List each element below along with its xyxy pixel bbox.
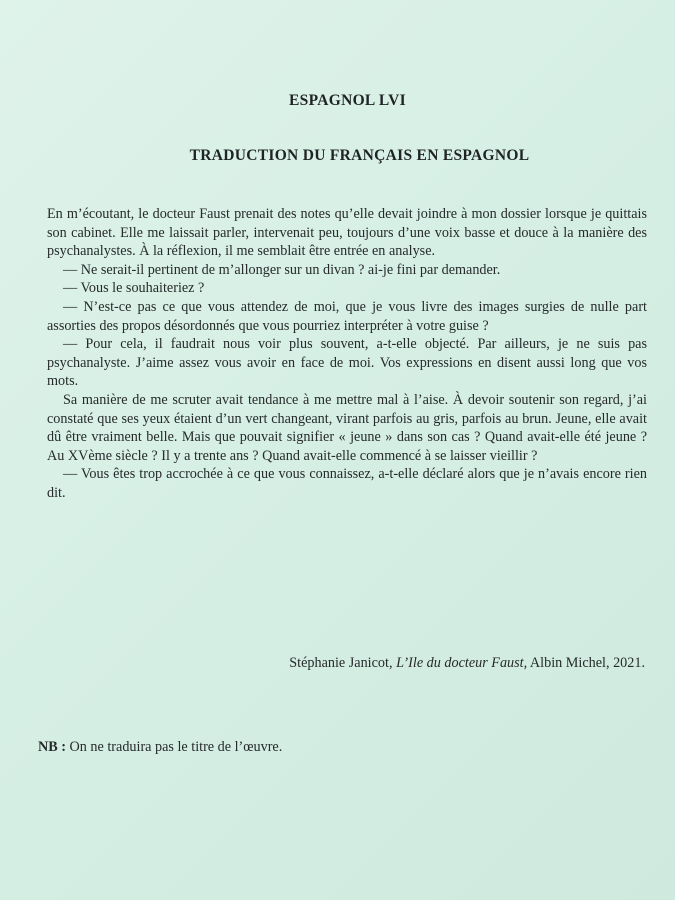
citation-publisher: Albin Michel, 2021. bbox=[529, 655, 645, 671]
translation-note bbox=[38, 739, 282, 756]
citation-author: Stéphanie Janicot, bbox=[289, 655, 393, 671]
note-label: NB : bbox=[38, 739, 66, 755]
document-subtitle: TRADUCTION DU FRANÇAIS EN ESPAGNOL bbox=[189, 147, 530, 164]
document-title: ESPAGNOL LVI bbox=[289, 92, 406, 109]
paragraph: — Vous le souhaiteriez ? bbox=[63, 280, 205, 297]
paragraph: Sa manière de me scruter avait tendance à me mettre mal à l’aise. À devoir soutenir son regard, j’ai constaté que ses yeux étaient d’un vert changeant, virant parfois au gris, parfois au brun. Jeune, elle avait dû être vraiment belle. Mais que pouvait signifier « jeune » dans son cas ? Quand avait-elle été jeune ? Au XVème siècle ? Il y a trente ans ? Quand avait-elle commencé à se laisser vieillir ? bbox=[47, 391, 647, 464]
source-citation bbox=[289, 655, 645, 672]
note-text: On ne traduira pas le titre de l’œuvre. bbox=[69, 739, 283, 755]
paragraph: — N’est-ce pas ce que vous attendez de moi, que je vous livre des images surgies de nulle part assorties des propos désordonnés que vous pourriez interpréter à votre guise ? bbox=[47, 298, 647, 334]
paragraph: — Pour cela, il faudrait nous voir plus souvent, a-t-elle objecté. Par ailleurs, je ne suis pas psychanalyste. J’aime assez vous avoir en face de moi. Vos expressions en disent aussi long que vos mots. bbox=[47, 336, 647, 390]
paragraph: — Ne serait-il pertinent de m’allonger sur un divan ? ai-je fini par demander. bbox=[63, 261, 501, 278]
paragraph: — Vous êtes trop accrochée à ce que vous connaissez, a-t-elle déclaré alors que je n’avais encore rien dit. bbox=[47, 466, 647, 501]
citation-book-title: L’Ile du docteur Faust, bbox=[396, 655, 528, 671]
paragraph: En m’écoutant, le docteur Faust prenait des notes qu’elle devait joindre à mon dossier lorsque je quittais son cabinet. Elle me laissait parler, intervenait peu, toujours d’une voix basse et douce à la manière des psychanalystes. À la réflexion, il me semblait être entrée en analyse. bbox=[47, 206, 647, 260]
passage-text bbox=[47, 205, 647, 503]
